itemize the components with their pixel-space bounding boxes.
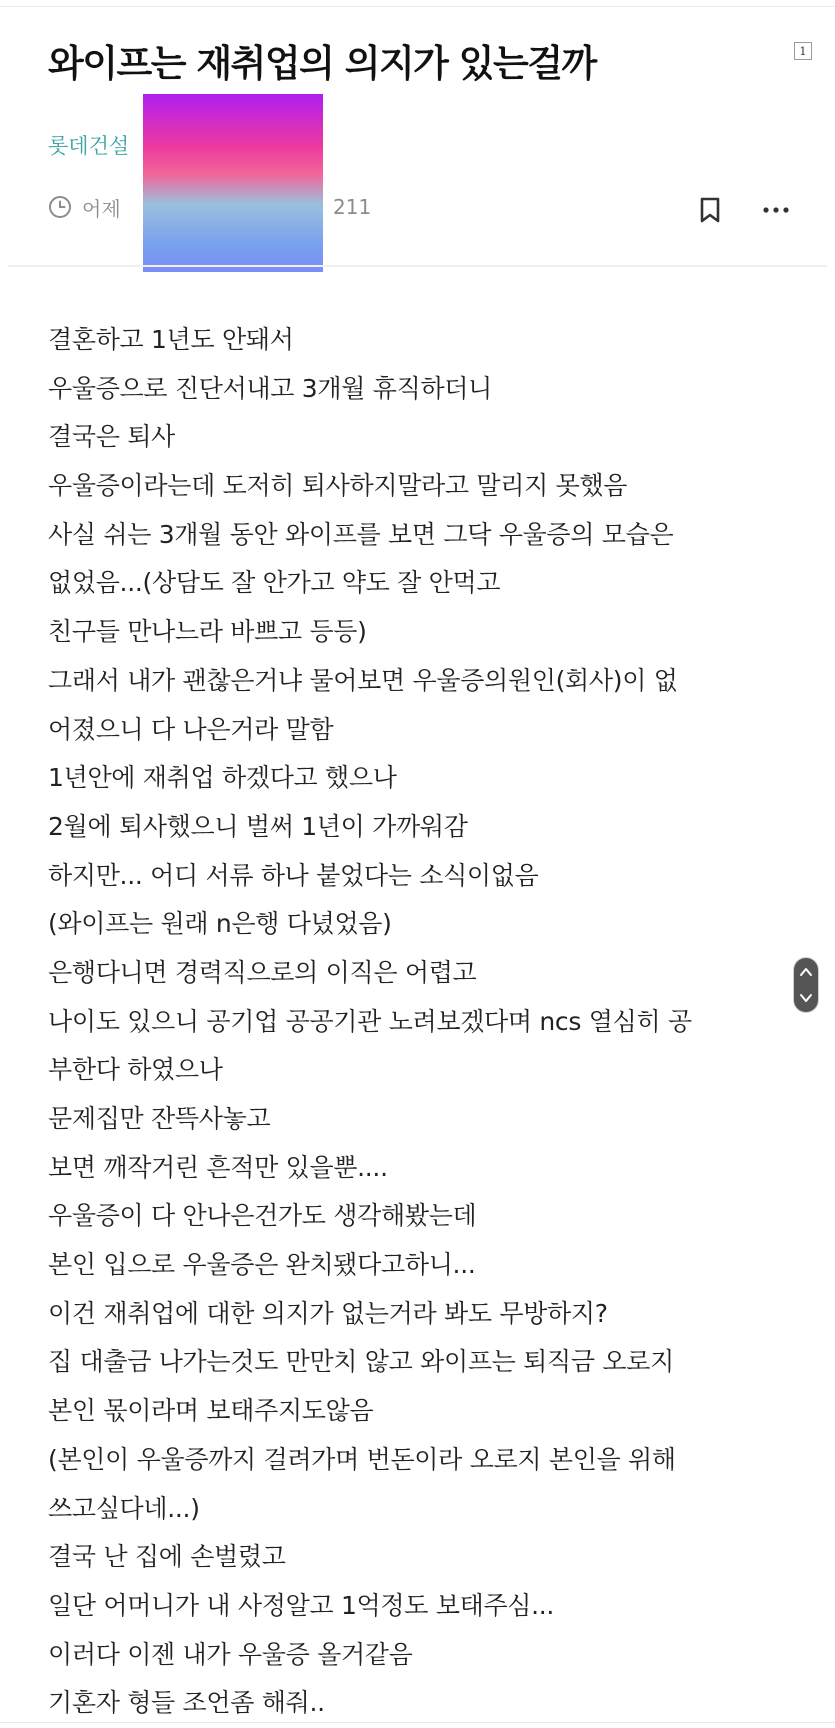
body-line: 우울증으로 진단서내고 3개월 휴직하더니 (48, 373, 492, 403)
body-line: 이건 재취업에 대한 의지가 없는거라 봐도 무방하지? (48, 1298, 608, 1328)
body-line: 은행다니면 경력직으로의 이직은 어렵고 (48, 957, 477, 987)
body-line: 그래서 내가 괜찮은거냐 물어보면 우울증의원인(회사)이 없 (48, 665, 678, 695)
body-line: 우울증이 다 안나은건가도 생각해봤는데 (48, 1201, 477, 1231)
body-line: 우울증이라는데 도저히 퇴사하지말라고 말리지 못했음 (48, 471, 628, 501)
bottom-divider (0, 1722, 835, 1723)
body-line: 없었음...(상담도 잘 안가고 약도 잘 안먹고 (48, 568, 501, 598)
header-divider (8, 265, 827, 267)
body-line: 일단 어머니가 내 사정알고 1억정도 보태주심... (48, 1590, 555, 1620)
body-line: 본인 입으로 우울증은 완치됐다고하니... (48, 1250, 476, 1280)
post-title: 와이프는 재취업의 의지가 있는걸까 (48, 42, 596, 85)
body-line: 어졌으니 다 나은거라 말함 (48, 714, 334, 744)
scroll-up-icon[interactable] (794, 958, 818, 985)
body-line: 사실 쉬는 3개월 동안 와이프를 보면 그닥 우울증의 모습은 (48, 519, 674, 549)
body-line: 쓰고싶다네...) (48, 1493, 200, 1523)
post-meta (48, 192, 121, 222)
body-line: 보면 깨작거린 흔적만 있을뿐.... (48, 1152, 388, 1182)
scroll-widget[interactable] (794, 958, 818, 1012)
clock-icon (48, 195, 72, 219)
censor-overlay (143, 94, 323, 272)
body-line: 2월에 퇴사했으니 벌써 1년이 가까워감 (48, 811, 468, 841)
body-line: 결혼하고 1년도 안돼서 (48, 325, 294, 354)
body-line: 결국 난 집에 손벌렸고 (48, 1542, 286, 1572)
body-line: 친구들 만나느라 바쁘고 등등) (48, 617, 367, 647)
more-options-icon[interactable] (762, 200, 790, 220)
post-body (48, 316, 808, 1728)
body-line: 문제집만 잔뜩사놓고 (48, 1104, 271, 1133)
body-line: 하지만... 어디 서류 하나 붙었다는 소식이없음 (48, 860, 539, 890)
bookmark-icon[interactable] (697, 196, 723, 224)
body-line: 나이도 있으니 공기업 공공기관 노려보겠다며 ncs 열심히 공 (48, 1006, 692, 1036)
body-line: 결국은 퇴사 (48, 422, 175, 452)
scroll-down-icon[interactable] (794, 985, 818, 1012)
body-line: 1년안에 재취업 하겠다고 했으나 (48, 763, 397, 793)
view-count: 211 (333, 195, 372, 219)
body-line: 본인 몫이라며 보태주지도않음 (48, 1396, 374, 1426)
company-link[interactable]: 롯데건설 (48, 134, 130, 158)
body-line: 집 대출금 나가는것도 만만치 않고 와이프는 퇴직금 오로지 (48, 1347, 674, 1377)
body-line: (본인이 우울증까지 걸려가며 번돈이라 오로지 본인을 위해 (48, 1444, 676, 1474)
post-time: 어제 (82, 196, 121, 221)
body-line: 기혼자 형들 조언좀 해줘.. (48, 1688, 325, 1718)
body-line: (와이프는 원래 n은행 다녔었음) (48, 909, 392, 939)
body-line: 이러다 이젠 내가 우울증 올거같음 (48, 1639, 413, 1669)
body-line: 부한다 하였으나 (48, 1055, 223, 1085)
page-number-badge: 1 (794, 42, 812, 60)
top-divider (0, 6, 835, 7)
